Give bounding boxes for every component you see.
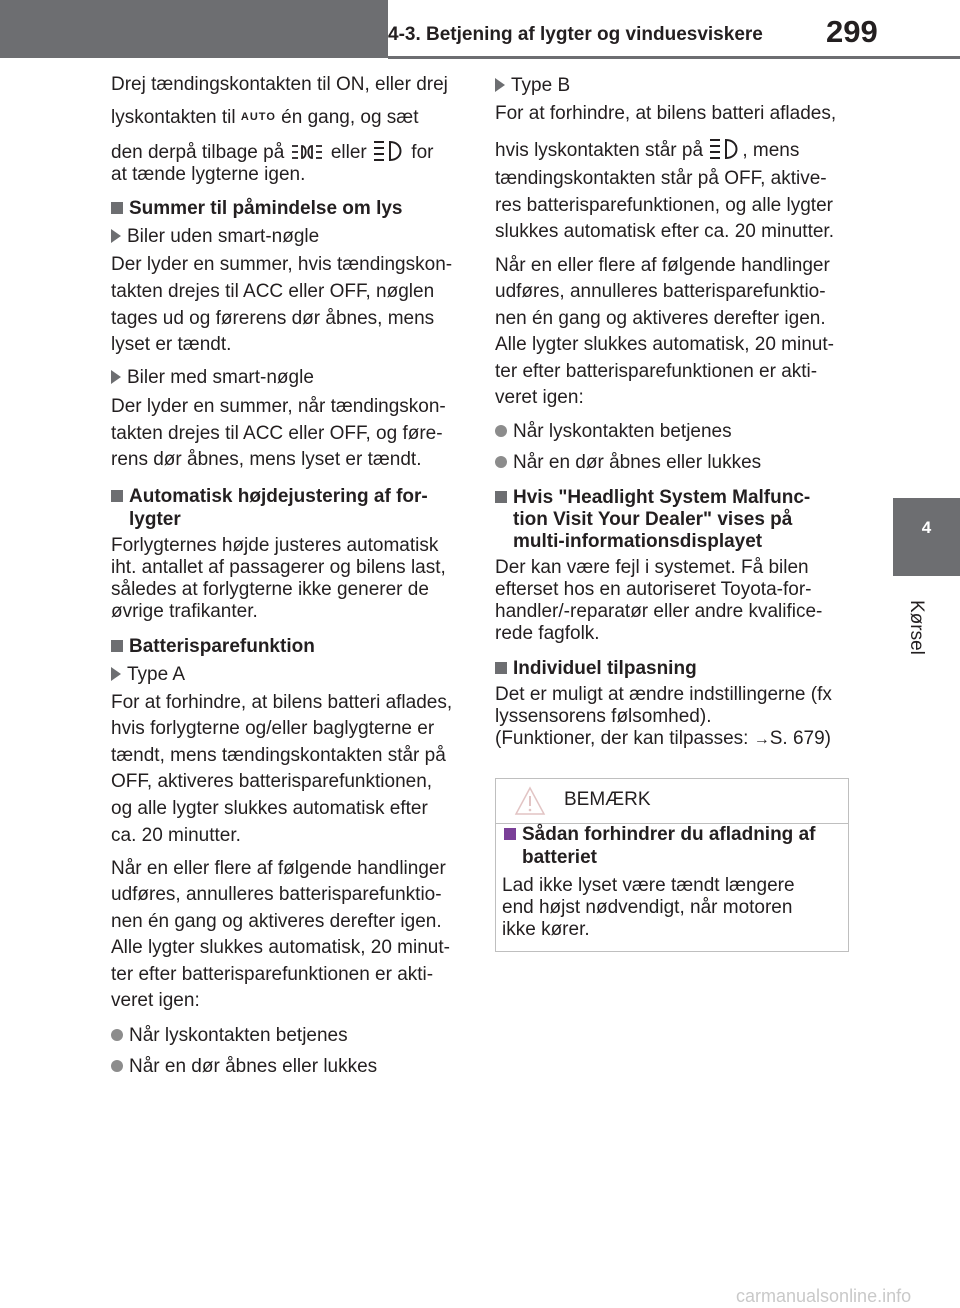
triangle-bullet-icon: [111, 667, 121, 681]
paragraph-line: For at forhindre, at bilens batteri aflades,: [111, 692, 453, 713]
square-bullet-icon: [495, 491, 507, 503]
watermark: carmanualsonline.info: [736, 1286, 912, 1306]
triangle-bullet-icon: [111, 229, 121, 243]
note-body-line: ikke kører.: [502, 919, 590, 940]
list-item-text: Når en dør åbnes eller lukkes: [129, 1056, 378, 1077]
list-item-text: Når en dør åbnes eller lukkes: [513, 452, 762, 473]
warning-icon: [514, 786, 546, 816]
paragraph-line: og alle lygter slukkes automatisk efter: [111, 798, 428, 819]
auto-icon: AUTO: [240, 111, 276, 123]
heading-text: Batterisparefunktion: [129, 636, 315, 657]
paragraph-text: (Funktioner, der kan tilpasses:: [495, 728, 754, 749]
heading-summer: [111, 196, 402, 222]
paragraph-line: således at forlygterne ikke generer de: [111, 579, 429, 600]
paragraph-line: takten drejes til ACC eller OFF, nøglen: [111, 281, 435, 302]
list-item: [111, 1023, 348, 1049]
page-number: 299: [826, 14, 878, 49]
note-heading-text: Sådan forhindrer du afladning af: [522, 824, 816, 845]
paragraph-line: tændt, mens tændingskontakten står på: [111, 745, 446, 766]
note-body-line: end højst nødvendigt, når motoren: [502, 897, 793, 918]
list-item-text: Når lyskontakten betjenes: [513, 421, 732, 442]
heading-text: Automatisk højdejustering af for-: [129, 486, 428, 507]
headlight-icon: [372, 140, 406, 162]
paragraph-text: hvis lyskontakten står på: [495, 140, 709, 161]
paragraph-line: Alle lygter slukkes automatisk, 20 minut-: [495, 334, 834, 355]
intro-line-4: at tænde lygterne igen.: [111, 164, 306, 185]
paragraph-line: nen én gang og aktiveres derefter igen.: [111, 911, 442, 932]
paragraph-line: udføres, annulleres batterisparefunktio-: [111, 884, 442, 905]
note-title: BEMÆRK: [564, 789, 651, 810]
heading-customize: [495, 656, 697, 682]
heading-battery: [111, 634, 315, 660]
intro-line-2: [111, 104, 418, 131]
paragraph-line: lyset er tændt.: [111, 334, 232, 355]
sub-heading-uden: [111, 224, 319, 250]
paragraph-line: res batterisparefunktionen, og alle lygter: [495, 195, 833, 216]
heading-text: Summer til påmindelse om lys: [129, 198, 403, 219]
paragraph-line: veret igen:: [495, 387, 584, 408]
square-bullet-icon: [495, 662, 507, 674]
paragraph-line: [495, 728, 831, 751]
sub-heading-text: Type B: [511, 75, 571, 96]
paragraph-line: Der lyder en summer, hvis tændingskon-: [111, 254, 453, 275]
paragraph-line: rede fagfolk.: [495, 623, 600, 644]
paragraph-line: Forlygternes højde justeres automatisk: [111, 535, 439, 556]
paragraph-line: [495, 138, 799, 164]
paragraph-line: ca. 20 minutter.: [111, 825, 241, 846]
sub-heading-text: Biler uden smart-nøgle: [127, 226, 320, 247]
paragraph-line: iht. antallet af passagerer og bilens last,: [111, 557, 446, 578]
intro-line-1: Drej tændingskontakten til ON, eller drej: [111, 74, 448, 95]
paragraph-line: øvrige trafikanter.: [111, 601, 258, 622]
intro-text: én gang, og sæt: [275, 107, 419, 128]
paragraph-line: Alle lygter slukkes automatisk, 20 minut-: [111, 937, 450, 958]
circle-bullet-icon: [495, 425, 507, 437]
paragraph-line: takten drejes til ACC eller OFF, og føre-: [111, 423, 443, 444]
paragraph-line: Når en eller flere af følgende handlinger: [111, 858, 446, 879]
paragraph-line: Der kan være fejl i systemet. Få bilen: [495, 557, 809, 578]
paragraph-line: handler/-reparatør eller andre kvalifice-: [495, 601, 823, 622]
paragraph-line: Det er muligt at ændre indstillingerne (fx: [495, 684, 832, 705]
note-body-line: Lad ikke lyset være tændt længere: [502, 875, 795, 896]
intro-text: den derpå tilbage på: [111, 142, 290, 163]
intro-text: eller: [325, 142, 373, 163]
paragraph-line: efterset hos en autoriseret Toyota-for-: [495, 579, 812, 600]
heading-text: Hvis "Headlight System Malfunc-: [513, 487, 811, 508]
note-box: [495, 778, 849, 952]
paragraph-line: nen én gang og aktiveres derefter igen.: [495, 308, 826, 329]
intro-text: lyskontakten til: [111, 107, 241, 128]
list-item: [111, 1054, 377, 1080]
paragraph-line: tages ud og førerens dør åbnes, mens: [111, 308, 435, 329]
square-bullet-icon: [111, 640, 123, 652]
sub-heading-type-b: [495, 73, 570, 99]
heading-text: tion Visit Your Dealer" vises på: [513, 509, 793, 530]
circle-bullet-icon: [111, 1060, 123, 1072]
paragraph-line: slukkes automatisk efter ca. 20 minutter.: [495, 221, 834, 242]
paragraph-line: ter efter batterisparefunktionen er akti-: [495, 361, 818, 382]
chapter-number: 4: [921, 518, 932, 537]
circle-bullet-icon: [111, 1029, 123, 1041]
paragraph-line: Når en eller flere af følgende handlinger: [495, 255, 830, 276]
paragraph-line: ter efter batterisparefunktionen er akti-: [111, 964, 434, 985]
triangle-bullet-icon: [495, 78, 505, 92]
paragraph-line: hvis forlygterne og/eller baglygterne er: [111, 718, 435, 739]
square-bullet-icon: [111, 490, 123, 502]
page-header: [0, 0, 960, 70]
chapter-label: Kørsel: [906, 600, 927, 655]
paragraph-line: Der lyder en summer, når tændingskon-: [111, 396, 446, 417]
paragraph-line: tændingskontakten står på OFF, aktive-: [495, 168, 827, 189]
heading-text: lygter: [129, 509, 181, 530]
parking-light-icon: [290, 142, 326, 162]
paragraph-line: For at forhindre, at bilens batteri aflades,: [495, 103, 837, 124]
list-item-text: Når lyskontakten betjenes: [129, 1025, 348, 1046]
page-reference-link[interactable]: S. 679): [769, 728, 832, 749]
paragraph-text: , mens: [742, 140, 800, 161]
paragraph-line: OFF, aktiveres batterisparefunktionen,: [111, 771, 433, 792]
paragraph-line: rens dør åbnes, mens lyset er tændt.: [111, 449, 422, 470]
arrow-right-icon: →: [753, 731, 770, 748]
circle-bullet-icon: [495, 456, 507, 468]
sub-heading-med: [111, 365, 314, 391]
sub-heading-text: Biler med smart-nøgle: [127, 367, 314, 388]
sub-heading-text: Type A: [127, 664, 186, 685]
heading-text: Individuel tilpasning: [513, 658, 697, 679]
headlight-icon: [708, 138, 742, 160]
section-title: 4-3. Betjening af lygter og vinduesviskere: [388, 24, 763, 45]
note-heading-text: batteriet: [522, 847, 597, 868]
list-item: [495, 419, 732, 445]
heading-text: multi-informationsdisplayet: [513, 531, 763, 552]
square-bullet-icon: [111, 202, 123, 214]
header-rule: [388, 56, 960, 59]
note-heading: [504, 823, 815, 846]
sub-heading-type-a: [111, 662, 185, 688]
note-header: [496, 779, 848, 824]
square-bullet-icon: [504, 828, 516, 840]
intro-text: for: [406, 142, 434, 163]
triangle-bullet-icon: [111, 370, 121, 384]
paragraph-line: lyssensorens følsomhed).: [495, 706, 712, 727]
list-item: [495, 450, 761, 476]
paragraph-line: udføres, annulleres batterisparefunktio-: [495, 281, 826, 302]
paragraph-line: veret igen:: [111, 990, 200, 1011]
